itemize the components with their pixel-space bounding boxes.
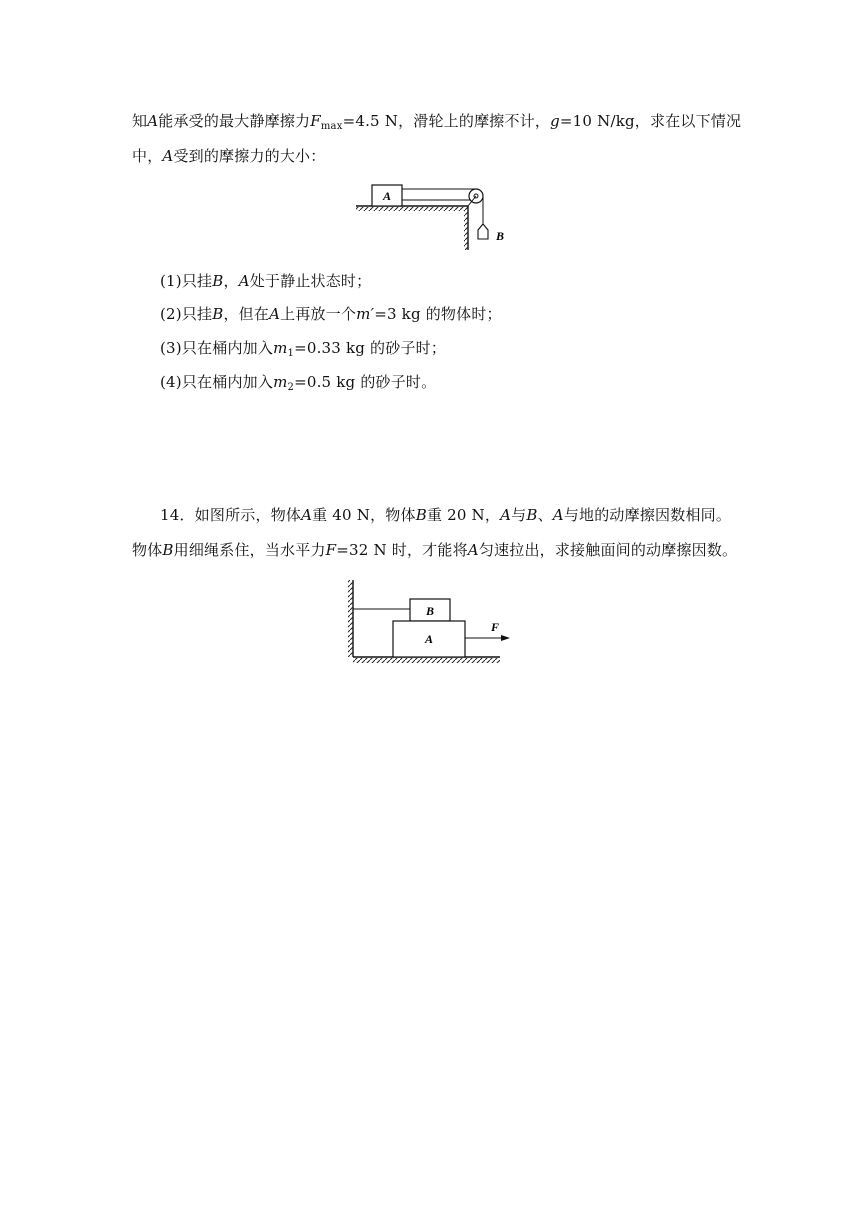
arrow-right-icon <box>501 635 510 641</box>
p13-question-1: (1)只挂B，A处于静止状态时； <box>160 272 372 290</box>
p14-figure <box>345 575 520 670</box>
p13-block-a-label: A <box>382 189 392 203</box>
p14-line-2: 物体B用细绳系住，当水平力F=32 N 时，才能将A匀速拉出，求接触面间的动摩擦因数。 <box>132 541 738 559</box>
p13-bucket-label: B <box>496 229 505 243</box>
bucket-icon <box>478 224 488 239</box>
p14-block-a-label: A <box>424 632 434 646</box>
p13-question-2: (2)只挂B，但在A上再放一个m′=3 kg 的物体时； <box>160 305 502 323</box>
p13-question-3: (3)只在桶内加入$m_1=0.33$ kg 的砂子时； <box>160 339 447 359</box>
p13-intro-line-2: 中，A受到的摩擦力的大小： <box>132 147 326 165</box>
p13-intro-line-1: 知A能承受的最大静摩擦力$F_{max}=4.5$ N，滑轮上的摩擦不计，g=10 N/kg，求在以下情况 <box>132 112 742 132</box>
p13-figure <box>350 180 520 255</box>
p14-block-b-label: B <box>425 604 435 618</box>
p14-line-1: 14．如图所示，物体A重 40 N，物体B重 20 N，A与B、A与地的动摩擦因数相同。 <box>160 506 732 524</box>
p13-question-4: (4)只在桶内加入$m_2=0.5$ kg 的砂子时。 <box>160 373 437 393</box>
p14-force-label: F <box>491 620 500 634</box>
